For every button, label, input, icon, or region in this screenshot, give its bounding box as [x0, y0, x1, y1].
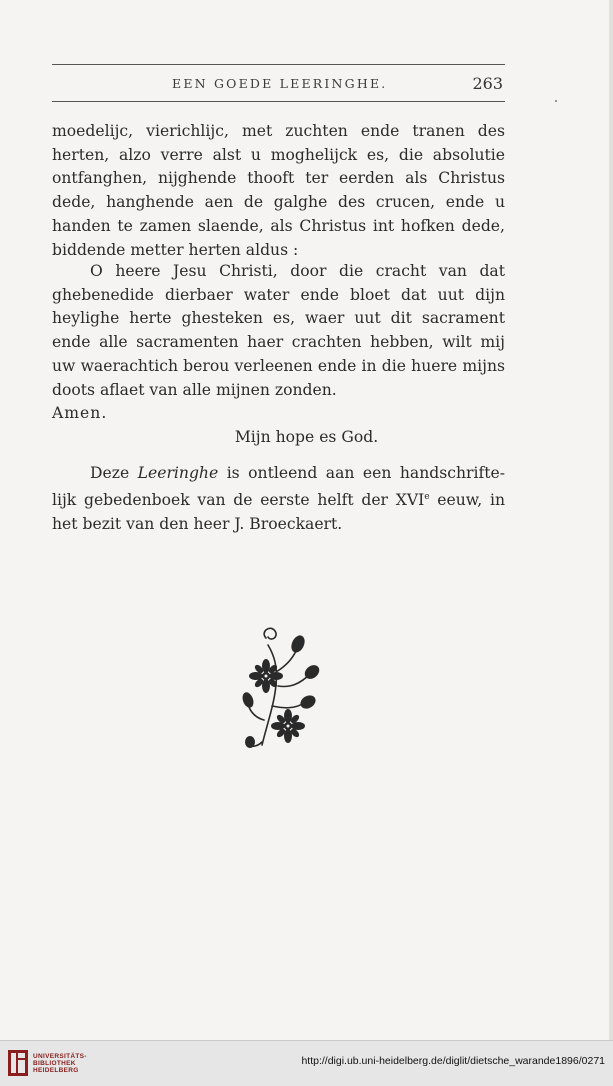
amen-line: Amen.	[52, 404, 108, 422]
source-note	[52, 462, 505, 536]
note-text-2: eeuw, in het bezit van den heer J. Broeckaert.	[52, 490, 505, 533]
floral-ornament-icon	[238, 620, 328, 755]
note-prefix: Deze	[90, 464, 138, 482]
page-number: 263	[472, 74, 503, 93]
running-title: EEN GOEDE LEERINGHE.	[172, 76, 388, 91]
note-superscript: e	[424, 491, 430, 502]
text-line: ghebenedide dierbaer water ende bloet dat uut dijn	[52, 285, 505, 304]
library-name[interactable]: UNIVERSITÄTS- BIBLIOTHEK HEIDELBERG	[33, 1053, 87, 1074]
text-line: handen te zamen slaende, als Christus int hofken	[52, 216, 455, 235]
header-rule-top	[52, 64, 505, 65]
header-rule-bottom	[52, 101, 505, 102]
text-line: mij uw waerachtich berou verleenen ende in die	[52, 333, 505, 375]
paper-speck	[555, 100, 557, 102]
page-header	[52, 74, 505, 94]
text-line: moedelijc, vierichlijc, met zuchten ende tranen des	[52, 122, 505, 140]
library-logo-icon[interactable]	[7, 1049, 29, 1077]
viewer-footer	[0, 1040, 613, 1086]
source-note-text	[52, 462, 505, 536]
text-line: heylighe herte ghesteken es, waer uut dit sacrament	[52, 309, 505, 328]
text-line: ende alle sacramenten haer crachten hebben, wilt	[52, 333, 472, 352]
note-title: Leeringhe	[137, 464, 219, 482]
text-line: dede, biddende metter herten aldus :	[52, 216, 505, 259]
paragraph-2	[52, 260, 505, 402]
paragraph-1-text	[52, 120, 505, 262]
text-line: O heere Jesu Christi, door die cracht van dat	[90, 262, 505, 280]
paragraph-2-text	[52, 260, 505, 402]
note-text-1: is ontleend aan een handschrifte-lijk gebedenboek van de eerste helft der XVI	[52, 464, 505, 509]
text-line: huere mijns doots aflaet van alle mijnen zonden.	[52, 356, 505, 399]
page-edge	[609, 0, 613, 1040]
text-line: ontfanghen, nijghende thooft ter eerden als Christus	[52, 169, 505, 188]
source-url-link[interactable]: http://digi.ub.uni-heidelberg.de/diglit/dietsche_warande1896/0271	[301, 1055, 605, 1067]
text-line: dede, hanghende aen de galghe des crucen, ende u	[52, 193, 505, 212]
text-line: herten, alzo verre alst u moghelijck es, die absolutie	[52, 145, 505, 164]
motto: Mijn hope es God.	[234, 428, 379, 446]
paragraph-1	[52, 120, 505, 262]
